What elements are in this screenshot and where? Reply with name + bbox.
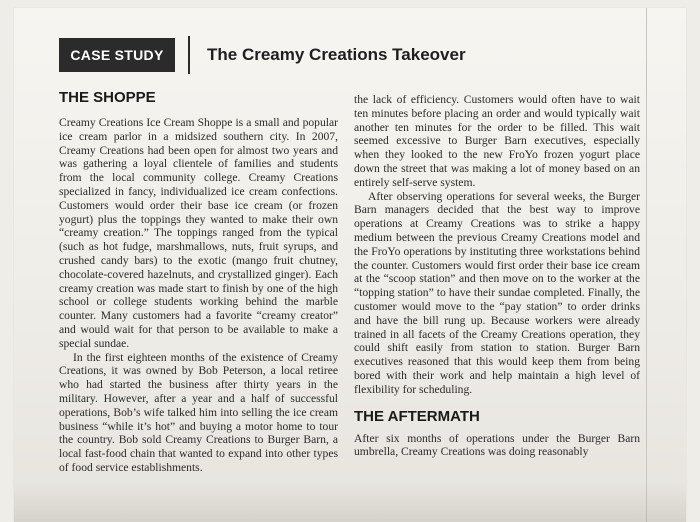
case-study-title: The Creamy Creations Takeover [207,45,466,64]
paragraph: In the first eighteen months of the existence of Creamy Creations, it was owned by Bob Peterson, a local retiree who had started the business after thirty years in the military. However, after a year and a half of successful operations, Bob’s wife talked him into selling the ice cream business “while it’s hot” and buying a motor home to tour the country. Bob sold Creamy Creations to Burger Barn, a local fast-food chain that wanted to expand into other types of food service establishments. [59,350,338,474]
paragraph: Creamy Creations Ice Cream Shoppe is a small and popular ice cream parlor in a midsized southern city. In 2007, Creamy Creations had been open for almost two years and was gathering a loyal clientele of families and students from the local community college. Creamy Creations specialized in fancy, individualized ice cream confections. Customers would order their base ice cream (or frozen yogurt) plus the toppings they wanted to make their own “creamy creation.” The toppings ranged from the typical (such as hot fudge, marshmallows, nuts, fruit syrups, and crushed candy bars) to the exotic (mango fruit chutney, chocolate-covered hazelnuts, and crystallized ginger). Each creamy creation was made start to finish by one of the high school or college students working behind the marble counter. Many customers had a favorite “creamy creator” and would wait for that person to be available to make a special sundae. [59,116,338,350]
paragraph: After six months of operations under the Burger Barn umbrella, Creamy Creations was doing reasonably [354,431,640,459]
header-divider [188,36,190,74]
section-heading-the-aftermath: THE AFTERMATH [354,407,480,425]
paragraph: After observing operations for several weeks, the Burger Barn managers decided that the best way to improve operations at Creamy Creations was to strike a happy medium between the previous Creamy Creations model and the FroYo operations by instituting three workstations behind the counter. Customers would first order their base ice cream at the “scoop station” and then move on to the worker at the “topping station” to have their sundae completed. Finally, the customer would move to the “pay station” to order drinks and have the bill rung up. Because workers were already trained in all facets of the Creamy Creations operation, they could shift easily from station to station. Burger Barn executives reasoned that this would keep them from being bored with their work and help maintain a high level of flexibility for scheduling. [354,189,640,396]
section-heading-the-shoppe: THE SHOPPE [59,89,156,106]
case-study-label: CASE STUDY [59,38,175,72]
right-column [354,93,640,459]
textbook-page [14,8,686,522]
left-column [59,88,338,475]
page-margin-rule [646,8,647,522]
paragraph: the lack of efficiency. Customers would often have to wait ten minutes before placing an order and would typically wait another ten minutes for the order to be filled. This wait seemed excessive to Burger Barn executives, especially when they looked to the new FroYo frozen yogurt place down the street that was making a lot of money based on an entirely self-serve system. [354,93,640,189]
